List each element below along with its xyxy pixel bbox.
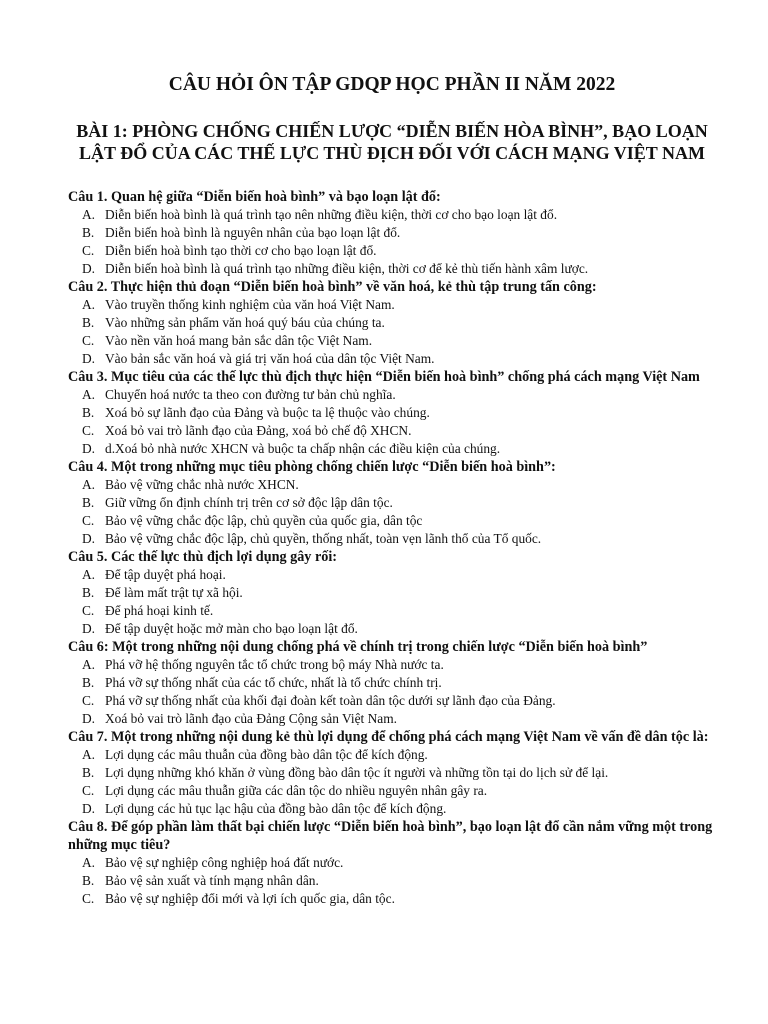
answer-option bbox=[68, 206, 716, 224]
answer-options bbox=[68, 746, 716, 818]
answer-option bbox=[68, 512, 716, 530]
option-text: Để tập duyệt hoặc mở màn cho bạo loạn lật đổ. bbox=[105, 621, 358, 636]
question-text: Câu 8. Để góp phần làm thất bại chiến lược “Diễn biến hoà bình”, bạo loạn lật đổ cần nắm vững một trong những mục tiêu? bbox=[68, 819, 713, 853]
question-8 bbox=[68, 818, 716, 908]
option-letter: C. bbox=[82, 693, 95, 708]
answer-option bbox=[68, 224, 716, 242]
option-letter: B. bbox=[82, 873, 95, 888]
option-text: Lợi dụng các mâu thuẫn của đồng bào dân tộc để kích động. bbox=[105, 747, 428, 762]
answer-option bbox=[68, 260, 716, 278]
option-text: Xoá bỏ vai trò lãnh đạo của Đảng, xoá bỏ chế độ XHCN. bbox=[105, 423, 412, 438]
option-text: Vào những sản phẩm văn hoá quý báu của chúng ta. bbox=[105, 315, 385, 330]
answer-option bbox=[68, 854, 716, 872]
option-text: Bảo vệ vững chắc độc lập, chủ quyền của quốc gia, dân tộc bbox=[105, 513, 423, 528]
answer-option bbox=[68, 872, 716, 890]
option-letter: B. bbox=[82, 675, 95, 690]
option-letter: C. bbox=[82, 603, 95, 618]
option-text: Để tập duyệt phá hoại. bbox=[105, 567, 226, 582]
option-text: Vào nền văn hoá mang bản sắc dân tộc Việt Nam. bbox=[105, 333, 373, 348]
option-letter: A. bbox=[82, 297, 96, 312]
option-text: Diễn biến hoà bình là nguyên nhân của bạo loạn lật đổ. bbox=[105, 225, 401, 240]
question-3 bbox=[68, 368, 716, 458]
question-text: Câu 4. Một trong những mục tiêu phòng chống chiến lược “Diễn biến hoà bình”: bbox=[68, 459, 556, 475]
question-4 bbox=[68, 458, 716, 548]
option-letter: D. bbox=[82, 351, 96, 366]
option-text: Vào bản sắc văn hoá và giá trị văn hoá của dân tộc Việt Nam. bbox=[105, 351, 435, 366]
option-text: Vào truyền thống kinh nghiệm của văn hoá Việt Nam. bbox=[105, 297, 395, 312]
answer-option bbox=[68, 620, 716, 638]
option-text: Bảo vệ sự nghiệp đổi mới và lợi ích quốc gia, dân tộc. bbox=[105, 891, 395, 906]
lesson-title bbox=[68, 120, 716, 164]
option-text: Để làm mất trật tự xã hội. bbox=[105, 585, 243, 600]
question-text: Câu 5. Các thế lực thù địch lợi dụng gây rối: bbox=[68, 549, 338, 565]
option-letter: B. bbox=[82, 495, 95, 510]
option-letter: D. bbox=[82, 621, 96, 636]
question-1 bbox=[68, 188, 716, 278]
answer-option bbox=[68, 674, 716, 692]
answer-option bbox=[68, 566, 716, 584]
answer-option bbox=[68, 332, 716, 350]
question-text: Câu 7. Một trong những nội dung kẻ thù lợi dụng để chống phá cách mạng Việt Nam về vấn đề dân tộc là: bbox=[68, 729, 709, 745]
answer-option bbox=[68, 656, 716, 674]
question-list bbox=[68, 188, 716, 908]
question-7 bbox=[68, 728, 716, 818]
option-text: Lợi dụng các mâu thuẫn giữa các dân tộc do nhiều nguyên nhân gây ra. bbox=[105, 783, 488, 798]
option-text: Bảo vệ vững chắc nhà nước XHCN. bbox=[105, 477, 299, 492]
answer-option bbox=[68, 890, 716, 908]
answer-option bbox=[68, 782, 716, 800]
answer-option bbox=[68, 404, 716, 422]
option-letter: D. bbox=[82, 261, 96, 276]
option-letter: C. bbox=[82, 333, 95, 348]
option-text: Phá vỡ hệ thống nguyên tắc tổ chức trong bộ máy Nhà nước ta. bbox=[105, 657, 444, 672]
answer-option bbox=[68, 386, 716, 404]
option-text: Lợi dụng những khó khăn ở vùng đồng bào dân tộc ít người và những tồn tại do lịch sử để lại. bbox=[105, 765, 609, 780]
option-letter: A. bbox=[82, 387, 96, 402]
lesson-title-line-1: BÀI 1: PHÒNG CHỐNG CHIẾN LƯỢC “DIỄN BIẾN HÒA BÌNH”, BẠO LOẠN bbox=[76, 121, 708, 141]
option-letter: A. bbox=[82, 747, 96, 762]
answer-options bbox=[68, 386, 716, 458]
option-letter: B. bbox=[82, 405, 95, 420]
question-5 bbox=[68, 548, 716, 638]
answer-option bbox=[68, 350, 716, 368]
answer-options bbox=[68, 566, 716, 638]
lesson-title-line-2: LẬT ĐỔ CỦA CÁC THẾ LỰC THÙ ĐỊCH ĐỐI VỚI CÁCH MẠNG VIỆT NAM bbox=[79, 143, 705, 163]
answer-option bbox=[68, 800, 716, 818]
answer-options bbox=[68, 296, 716, 368]
answer-options bbox=[68, 476, 716, 548]
option-letter: A. bbox=[82, 657, 96, 672]
option-text: Giữ vững ổn định chính trị trên cơ sở độc lập dân tộc. bbox=[105, 495, 393, 510]
question-6 bbox=[68, 638, 716, 728]
answer-option bbox=[68, 296, 716, 314]
answer-option bbox=[68, 692, 716, 710]
answer-options bbox=[68, 206, 716, 278]
option-letter: D. bbox=[82, 711, 96, 726]
option-text: Chuyển hoá nước ta theo con đường tư bản chủ nghĩa. bbox=[105, 387, 396, 402]
option-letter: C. bbox=[82, 423, 95, 438]
answer-option bbox=[68, 602, 716, 620]
answer-option bbox=[68, 314, 716, 332]
answer-option bbox=[68, 476, 716, 494]
answer-option bbox=[68, 764, 716, 782]
answer-option bbox=[68, 422, 716, 440]
option-text: d.Xoá bỏ nhà nước XHCN và buộc ta chấp nhận các điều kiện của chúng. bbox=[105, 441, 501, 456]
option-text: Xoá bỏ sự lãnh đạo của Đảng và buộc ta lệ thuộc vào chúng. bbox=[105, 405, 430, 420]
option-text: Diễn biến hoà bình tạo thời cơ cho bạo loạn lật đổ. bbox=[105, 243, 377, 258]
option-letter: C. bbox=[82, 891, 95, 906]
answer-option bbox=[68, 584, 716, 602]
option-letter: A. bbox=[82, 477, 96, 492]
answer-option bbox=[68, 440, 716, 458]
option-text: Xoá bỏ vai trò lãnh đạo của Đảng Cộng sản Việt Nam. bbox=[105, 711, 397, 726]
option-letter: D. bbox=[82, 531, 96, 546]
option-text: Diễn biến hoà bình là quá trình tạo những điều kiện, thời cơ để kẻ thù tiến hành xâm lược. bbox=[105, 261, 589, 276]
question-text: Câu 2. Thực hiện thủ đoạn “Diễn biến hoà bình” về văn hoá, kẻ thù tập trung tấn công: bbox=[68, 279, 597, 295]
option-text: Bảo vệ sự nghiệp công nghiệp hoá đất nước. bbox=[105, 855, 344, 870]
question-text: Câu 1. Quan hệ giữa “Diễn biến hoà bình” và bạo loạn lật đổ: bbox=[68, 189, 441, 205]
answer-options bbox=[68, 656, 716, 728]
option-letter: B. bbox=[82, 225, 95, 240]
answer-options bbox=[68, 854, 716, 908]
option-letter: A. bbox=[82, 855, 96, 870]
option-letter: B. bbox=[82, 315, 95, 330]
option-letter: A. bbox=[82, 207, 96, 222]
answer-option bbox=[68, 530, 716, 548]
option-text: Diễn biến hoà bình là quá trình tạo nên những điều kiện, thời cơ cho bạo loạn lật đổ. bbox=[105, 207, 558, 222]
answer-option bbox=[68, 242, 716, 260]
option-letter: C. bbox=[82, 243, 95, 258]
option-letter: D. bbox=[82, 441, 96, 456]
option-text: Bảo vệ vững chắc độc lập, chủ quyền, thống nhất, toàn vẹn lãnh thổ của Tổ quốc. bbox=[105, 531, 542, 546]
option-letter: C. bbox=[82, 783, 95, 798]
option-letter: B. bbox=[82, 765, 95, 780]
answer-option bbox=[68, 494, 716, 512]
document-title: CÂU HỎI ÔN TẬP GDQP HỌC PHẦN II NĂM 2022 bbox=[168, 74, 616, 95]
option-text: Phá vỡ sự thống nhất của các tổ chức, nhất là tổ chức chính trị. bbox=[105, 675, 442, 690]
option-text: Bảo vệ sản xuất và tính mạng nhân dân. bbox=[105, 873, 319, 888]
option-text: Phá vỡ sự thống nhất của khối đại đoàn kết toàn dân tộc dưới sự lãnh đạo của Đảng. bbox=[105, 693, 556, 708]
option-text: Để phá hoại kinh tế. bbox=[105, 603, 214, 618]
option-letter: B. bbox=[82, 585, 95, 600]
answer-option bbox=[68, 710, 716, 728]
question-text: Câu 6: Một trong những nội dung chống phá về chính trị trong chiến lược “Diễn biến hoà bình” bbox=[68, 639, 648, 655]
option-text: Lợi dụng các hủ tục lạc hậu của đồng bào dân tộc để kích động. bbox=[105, 801, 447, 816]
answer-option bbox=[68, 746, 716, 764]
question-2 bbox=[68, 278, 716, 368]
question-text: Câu 3. Mục tiêu của các thế lực thù địch thực hiện “Diễn biến hoà bình” chống phá cách mạng Việt Nam bbox=[68, 369, 700, 385]
option-letter: A. bbox=[82, 567, 96, 582]
option-letter: C. bbox=[82, 513, 95, 528]
option-letter: D. bbox=[82, 801, 96, 816]
